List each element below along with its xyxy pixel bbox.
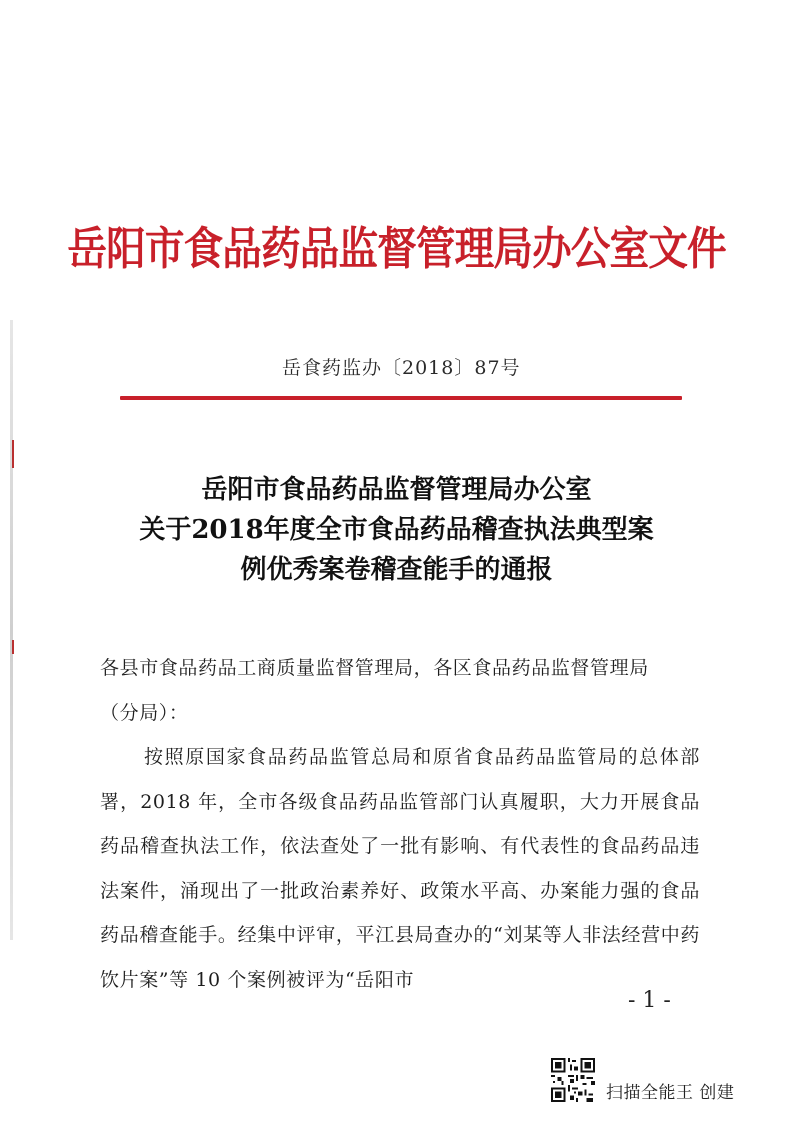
document-body <box>100 646 700 1002</box>
addressee-line-1: 各县市食品药品工商质量监督管理局，各区食品药品监督管理局 <box>100 657 649 679</box>
title-line-2: 关于2018年度全市食品药品稽查执法典型案 <box>139 515 654 545</box>
document-title <box>60 470 733 590</box>
title-line-1: 岳阳市食品药品监督管理局办公室 <box>201 475 592 505</box>
body-paragraph: 按照原国家食品药品监管总局和原省食品药品监管局的总体部署，2018 年，全市各级食品药品监管部门认真履职，大力开展食品药品稽查执法工作，依法查处了一批有影响、有代表性的食品药品违法案件，涌现出了一批政治素养好、政策水平高、办案能力强的食品药品稽查能手。经集中评审，平江县局查办的“刘某等人非法经营中药饮片案”等 10 个案例被评为“岳阳市 <box>100 746 700 991</box>
edge-mark <box>12 440 14 468</box>
title-line-3: 例优秀案卷稽查能手的通报 <box>240 555 553 585</box>
scanner-watermark: 扫描全能王 创建 <box>606 1083 735 1103</box>
page-edge-shadow <box>10 320 13 940</box>
edge-mark <box>12 640 14 654</box>
qr-code-icon <box>551 1058 595 1102</box>
document-number: 岳食药监办〔2018〕87号 <box>282 357 521 379</box>
document-masthead: 岳阳市食品药品监督管理局办公室文件 <box>67 222 726 275</box>
red-divider-line <box>120 396 682 400</box>
page-number: - 1 - <box>628 988 671 1013</box>
addressee-line-2: （分局）： <box>100 701 189 724</box>
